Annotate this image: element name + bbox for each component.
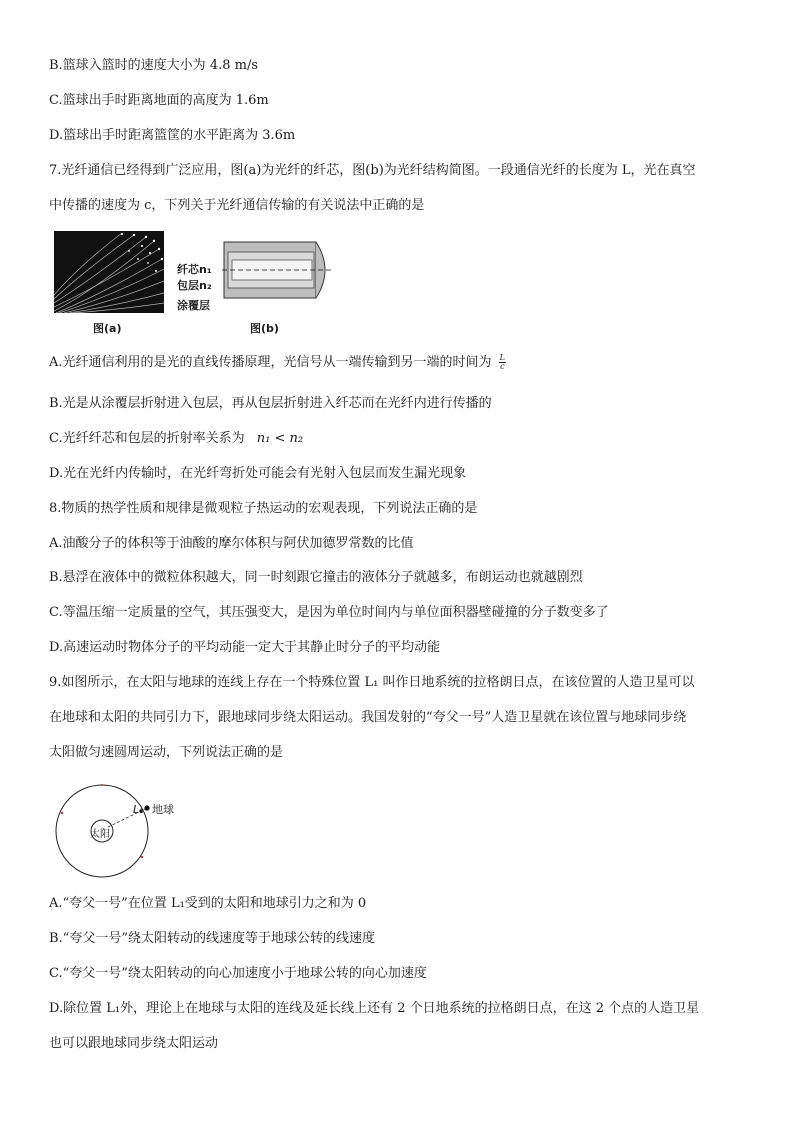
- fiber-bundle-photo: [54, 231, 164, 313]
- fiber-structure-drawing: [222, 238, 334, 302]
- q9-option-d-line2: 也可以跟地球同步绕太阳运动: [49, 1036, 219, 1051]
- q9-option-b: B.“夸父一号”绕太阳转动的线速度等于地球公转的线速度: [49, 931, 375, 946]
- fiber-structure-diagram: [222, 238, 334, 302]
- q8-option-a: A.油酸分子的体积等于油酸的摩尔体积与阿伏加德罗常数的比值: [49, 536, 414, 551]
- label-cladding: 包层n₂: [177, 279, 212, 292]
- q9-stem-line1: 9.如图所示，在太阳与地球的连线上存在一个特殊位置 L₁ 叫作日地系统的拉格朗日点，在该位置的人造卫星可以: [49, 675, 695, 690]
- q7-option-d: D.光在光纤内传输时，在光纤弯折处可能会有光射入包层而发生漏光现象: [49, 466, 467, 481]
- q8-option-b: B.悬浮在液体中的微粒体积越大，同一时刻跟它撞击的液体分子就越多，布朗运动也就越剧烈: [49, 570, 583, 585]
- figure-a-caption: 图(a): [93, 322, 122, 335]
- sun-label: 太阳: [90, 829, 110, 840]
- fraction-numerator: L: [499, 353, 505, 362]
- q6-option-b: B.篮球入篮时的速度大小为 4.8 m/s: [49, 58, 259, 73]
- l1-label: L₁: [133, 803, 144, 816]
- label-coating: 涂覆层: [177, 299, 210, 312]
- q7-option-c: [49, 430, 303, 448]
- q7-stem-line2: 中传播的速度为 c，下列关于光纤通信传输的有关说法中正确的是: [49, 198, 425, 213]
- q6-option-d: D.篮球出手时距离篮筐的水平距离为 3.6m: [49, 128, 296, 143]
- q8-option-c: C.等温压缩一定质量的空气，其压强变大，是因为单位时间内与单位面积器壁碰撞的分子数变多了: [49, 605, 609, 620]
- q9-option-d-line1: D.除位置 L₁外，理论上在地球与太阳的连线及延长线上还有 2 个日地系统的拉格朗日点，在这 2 个点的人造卫星: [49, 1001, 700, 1016]
- fraction-denominator: c: [500, 362, 505, 371]
- q7-option-c-text: C.光纤纤芯和包层的折射率关系为: [49, 431, 245, 446]
- fiber-bundle-image: [54, 231, 164, 313]
- q8-stem: 8.物质的热学性质和规律是微观粒子热运动的宏观表现，下列说法正确的是: [49, 501, 478, 516]
- q9-option-c: C.“夸父一号”绕太阳转动的向心加速度小于地球公转的向心加速度: [49, 966, 427, 981]
- earth-label: 地球: [152, 803, 174, 816]
- q9-stem-line2: 在地球和太阳的共同引力下，跟地球同步绕太阳运动。我国发射的“夸父一号”人造卫星就在该位置与地球同步绕: [49, 710, 687, 725]
- q7-option-a: [49, 354, 506, 372]
- fraction-l-over-c: [499, 354, 506, 371]
- q8-option-d: D.高速运动时物体分子的平均动能一定大于其静止时分子的平均动能: [49, 640, 441, 655]
- q9-stem-line3: 太阳做匀速圆周运动，下列说法正确的是: [49, 745, 284, 760]
- earth-dot: [144, 805, 149, 810]
- q7-option-c-formula: n₁ < n₂: [256, 431, 304, 446]
- q7-option-b: B.光是从涂覆层折射进入包层，再从包层折射进入纤芯而在光纤内进行传播的: [49, 396, 492, 411]
- q7-stem-line1: 7.光纤通信已经得到广泛应用，图(a)为光纤的纤芯，图(b)为光纤结构简图。一段通信光纤的长度为 L，光在真空: [49, 163, 696, 178]
- q9-option-a: A.“夸父一号”在位置 L₁受到的太阳和地球引力之和为 0: [49, 896, 367, 911]
- q7-option-a-text: A.光纤通信利用的是光的直线传播原理，光信号从一端传输到另一端的时间为: [49, 355, 492, 370]
- q6-option-c: C.篮球出手时距离地面的高度为 1.6m: [49, 93, 269, 108]
- figure-b-caption: 图(b): [250, 322, 279, 335]
- label-core: 纤芯n₁: [177, 263, 212, 276]
